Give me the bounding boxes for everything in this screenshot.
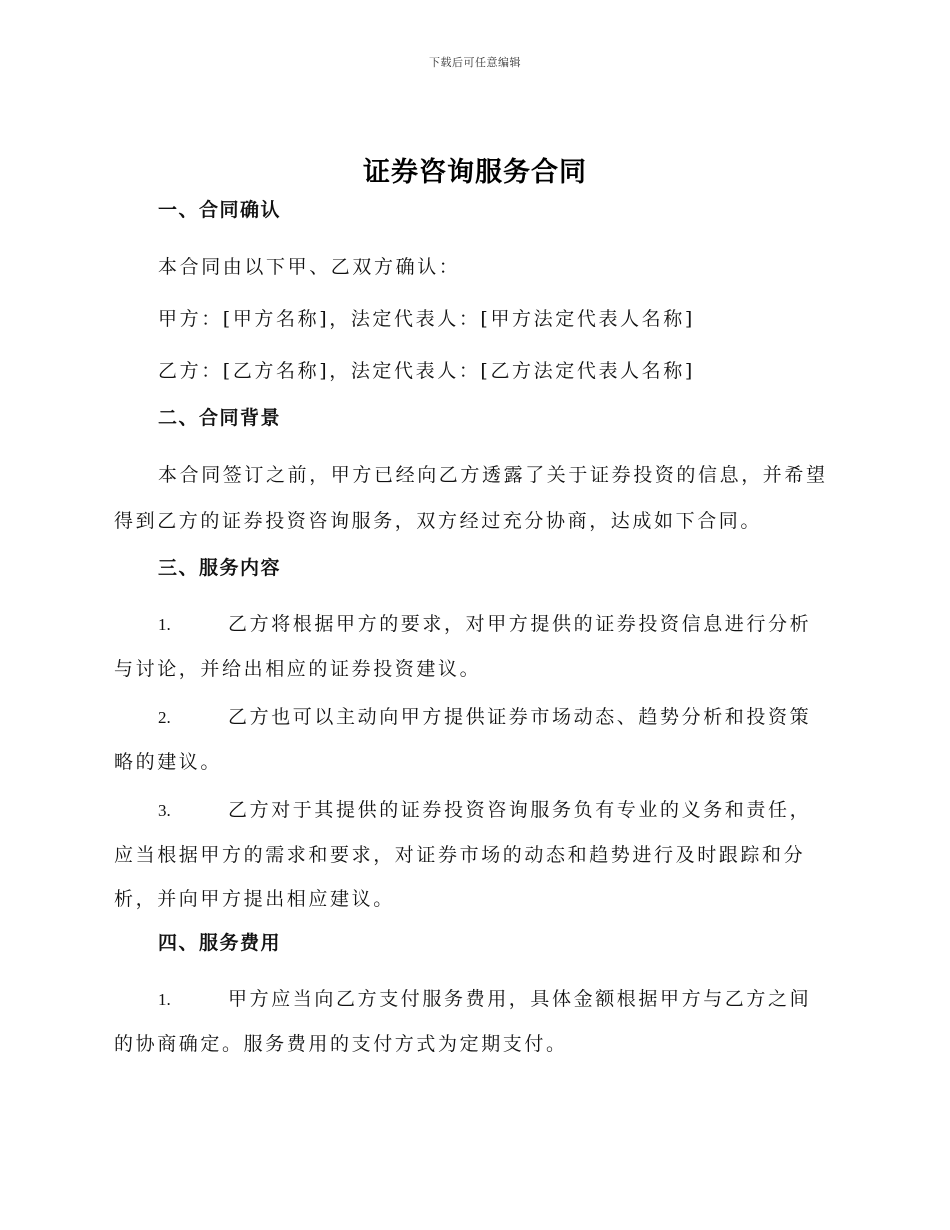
item-number: 1. <box>158 990 171 1009</box>
section-heading-service-fee: 四、服务费用 <box>158 932 282 954</box>
paragraph-party-b: 乙方：[乙方名称]，法定代表人：[乙方法定代表人名称] <box>158 360 695 382</box>
item-number: 1. <box>158 615 171 634</box>
item-number: 3. <box>158 801 171 820</box>
paragraph-party-a: 甲方：[甲方名称]，法定代表人：[甲方法定代表人名称] <box>158 308 695 330</box>
header-note: 下载后可任意编辑 <box>429 56 521 69</box>
section-heading-confirmation: 一、合同确认 <box>158 199 282 221</box>
item-text: 乙方也可以主动向甲方提供证券市场动态、趋势分析和投资策略的建议。 <box>114 706 812 773</box>
section-heading-background: 二、合同背景 <box>158 407 282 429</box>
item-text: 乙方将根据甲方的要求，对甲方提供的证券投资信息进行分析与讨论，并给出相应的证券投资建议。 <box>114 613 812 680</box>
list-item-service-3 <box>114 788 832 921</box>
section-heading-service-content: 三、服务内容 <box>158 557 282 579</box>
paragraph-intro: 本合同由以下甲、乙双方确认： <box>158 256 461 278</box>
item-text: 甲方应当向乙方支付服务费用，具体金额根据甲方与乙方之间的协商确定。服务费用的支付方式为定期支付。 <box>114 988 812 1055</box>
list-item-fee-1 <box>114 977 832 1066</box>
list-item-service-2 <box>114 695 832 784</box>
document-body <box>114 192 832 1070</box>
item-text: 乙方对于其提供的证券投资咨询服务负有专业的义务和责任，应当根据甲方的需求和要求，对证券市场的动态和趋势进行及时跟踪和分析，并向甲方提出相应建议。 <box>114 799 812 910</box>
list-item-service-1 <box>114 602 832 691</box>
paragraph-background: 本合同签订之前，甲方已经向乙方透露了关于证券投资的信息，并希望得到乙方的证券投资咨询服务，双方经过充分协商，达成如下合同。 <box>114 464 828 532</box>
item-number: 2. <box>158 708 171 727</box>
document-title: 证券咨询服务合同 <box>363 157 587 188</box>
